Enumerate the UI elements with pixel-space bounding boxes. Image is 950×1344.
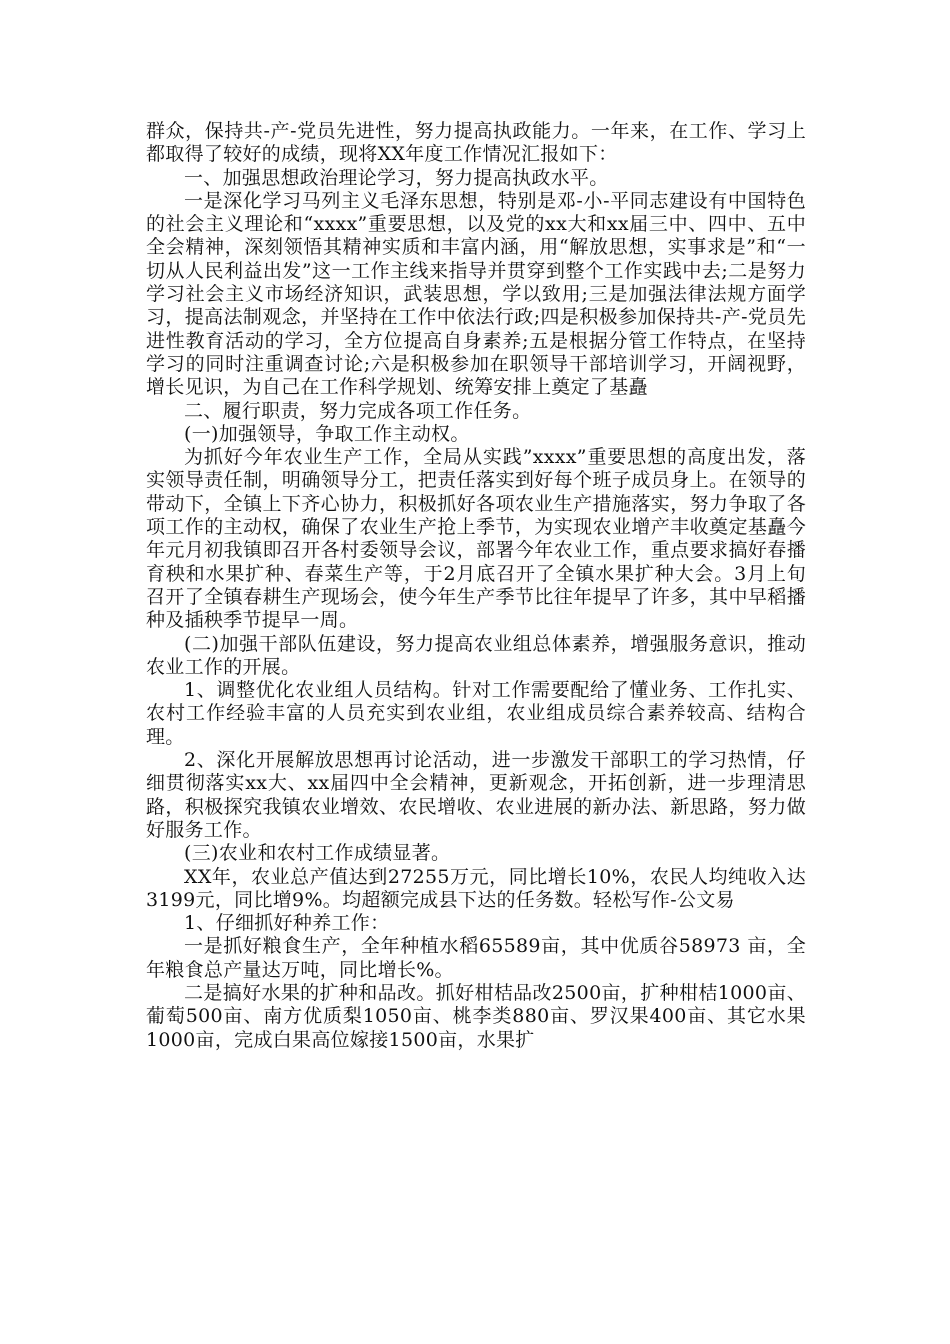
document-body [146, 120, 806, 1052]
section-heading: 一、加强思想政治理论学习，努力提高执政水平。 [184, 166, 609, 189]
paragraph: 2、深化开展解放思想再讨论活动，进一步激发干部职工的学习热情，仔细贯彻落实xx大、xx届四中全会精神，更新观念，开拓创新，进一步理清思路，积极探究我镇农业增效、农民增收、农业进展的新办法、新思路，努力做好服务工作。 [146, 749, 806, 841]
paragraph: 群众，保持共-产-党员先进性，努力提高执政能力。一年来，在工作、学习上都取得了较好的成绩，现将XX年度工作情况汇报如下： [146, 120, 806, 166]
paragraph: 一是深化学习马列主义毛泽东思想，特别是邓-小-平同志建设有中国特色的社会主义理论和“xxxx”重要思想，以及党的xx大和xx届三中、四中、五中全会精神，深刻领悟其精神实质和丰富内涵，用“解放思想，实事求是”和“一切从人民利益出发”这一工作主线来指导并贯穿到整个工作实践中去;二是努力学习社会主义市场经济知识，武装思想，学以致用;三是加强法律法规方面学习，提高法制观念，并坚持在工作中依法行政;四是积极参加保持共-产-党员先进性教育活动的学习，全方位提高自身素养;五是根据分管工作特点，在坚持学习的同时注重调查讨论;六是积极参加在职领导干部培训学习，开阔视野，增长见识，为自己在工作科学规划、统筹安排上奠定了基矗 [146, 189, 806, 399]
list-heading: 1、仔细抓好种养工作： [184, 912, 390, 935]
paragraph: XX年，农业总产值达到27255万元，同比增长10%，农民人均纯收入达3199元，同比增9%。均超额完成县下达的任务数。轻松写作-公文易 [146, 865, 806, 911]
paragraph: 1、调整优化农业组人员结构。针对工作需要配给了懂业务、工作扎实、农村工作经验丰富的人员充实到农业组，农业组成员综合素养较高、结构合理。 [146, 679, 806, 748]
paragraph: 二是搞好水果的扩种和品改。抓好柑桔品改2500亩，扩种柑桔1000亩、葡萄500亩、南方优质梨1050亩、桃李类880亩、罗汉果400亩、其它水果1000亩，完成白果高位嫁接1500亩，水果扩 [146, 981, 806, 1051]
paragraph: 一是抓好粮食生产，全年种植水稻65589亩，其中优质谷58973 亩，全年粮食总产量达万吨，同比增长%。 [146, 935, 806, 981]
section-heading: 二、履行职责，努力完成各项工作任务。 [184, 399, 532, 422]
subsection-heading: (三)农业和农村工作成绩显著。 [184, 842, 451, 865]
subsection-heading: (二)加强干部队伍建设，努力提高农业组总体素养，增强服务意识，推动农业工作的开展。 [146, 632, 806, 678]
subsection-heading: (一)加强领导，争取工作主动权。 [184, 422, 470, 445]
paragraph: 为抓好今年农业生产工作，全局从实践”xxxx”重要思想的高度出发，落实领导责任制，明确领导分工，把责任落实到好每个班子成员身上。在领导的带动下，全镇上下齐心协力，积极抓好各项农业生产措施落实，努力争取了各项工作的主动权，确保了农业生产抢上季节，为实现农业增产丰收奠定基矗今年元月初我镇即召开各村委领导会议，部署今年农业工作，重点要求搞好春播育秧和水果扩种、春菜生产等，于2月底召开了全镇水果扩种大会。3月上旬召开了全镇春耕生产现场会，使今年生产季节比往年提早了许多，其中早稻播种及插秧季节提早一周。 [146, 446, 806, 632]
